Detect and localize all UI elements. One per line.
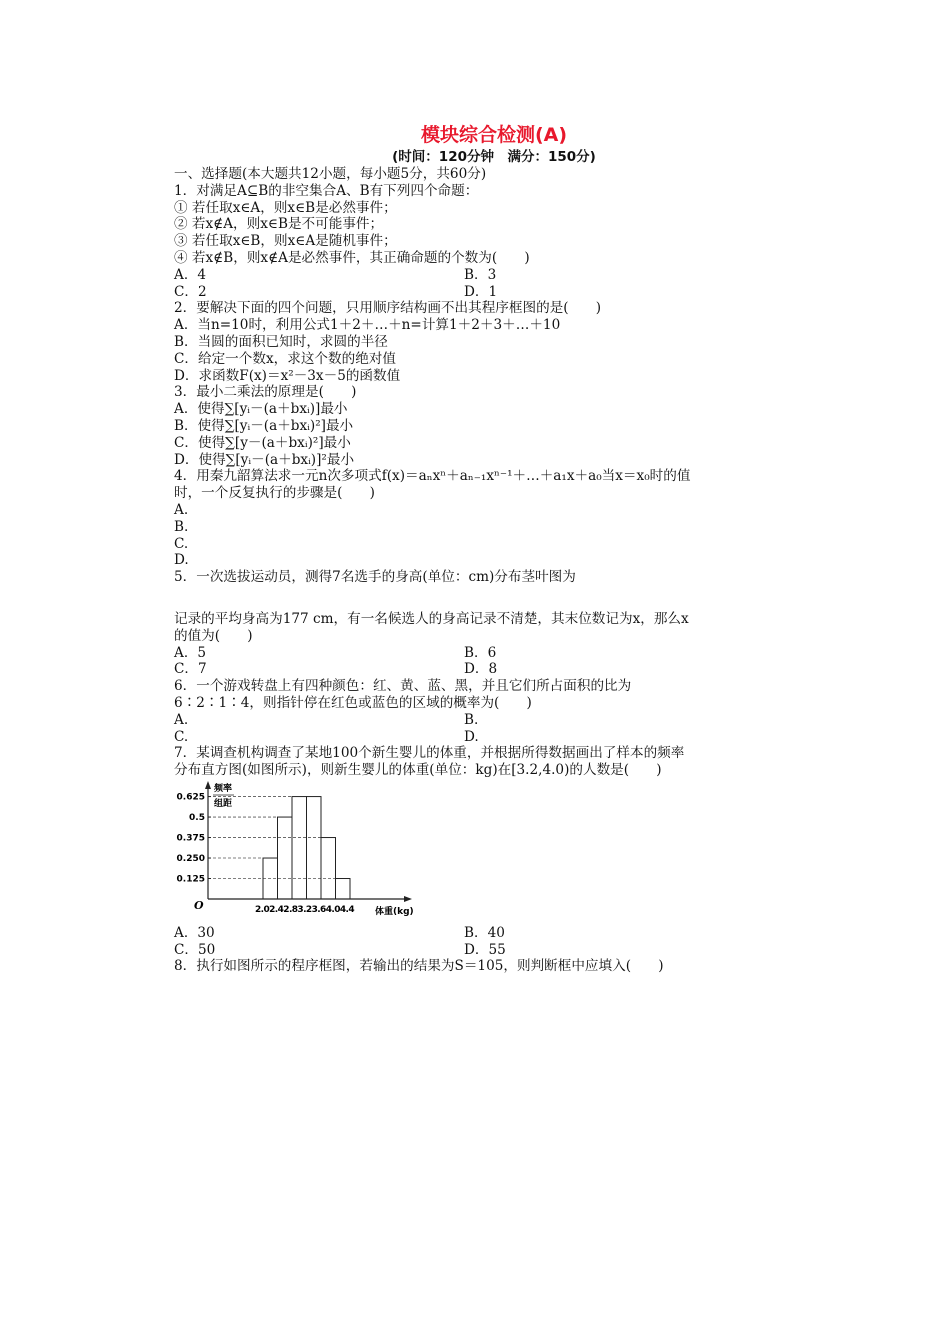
q7-option-a: A．30 [174,924,215,941]
q1-options-row-2 [174,284,814,301]
q5-option-b: B．6 [464,644,497,661]
histogram-bar [278,817,293,899]
section-heading: 一、选择题(本大题共12小题，每小题5分，共60分) [174,166,487,182]
q4-option-a: A. [174,501,189,518]
q6-option-a: A. [174,711,189,728]
q1-options-row-1 [174,267,814,284]
q4-stem-line-1: 4．用秦九韶算法求一元n次多项式f(x)＝aₙxⁿ＋aₙ₋₁xⁿ⁻¹＋…＋a₁x＋a₀当x＝x₀时的值 [174,468,691,485]
q7-stem-line-2: 分布直方图(如图所示)，则新生婴儿的体重(单位：kg)在[3.2,4.0)的人数是( ) [174,762,662,779]
y-axis-label-top: 频率 [214,783,233,794]
document-body [174,166,814,975]
x-axis-arrow [404,896,412,902]
q5-stem-line-3: 的值为( ) [174,627,253,644]
q2-option-c: C．给定一个数x，求这个数的绝对值 [174,350,396,367]
q6-options-row-2 [174,729,814,746]
x-tick-labels: 2.02.42.83.23.64.04.4 [255,904,355,915]
q4-option-d: D. [174,552,189,569]
q1-statement-2: ② 若x∉A，则x∈B是不可能事件； [174,216,384,233]
q8-stem: 8．执行如图所示的程序框图，若输出的结果为S＝105，则判断框中应填入( ) [174,958,664,975]
q6-option-d: D. [464,728,479,745]
histogram-bars [263,796,350,898]
q5-options-row-2 [174,661,814,678]
q3-stem: 3．最小二乘法的原理是( ) [174,384,357,401]
q7-option-b: B．40 [464,924,505,941]
q3-option-d: D．使得∑[yᵢ－(a＋bxᵢ)]²最小 [174,451,355,468]
q1-statement-1: ① 若任取x∈A，则x∈B是必然事件； [174,199,397,216]
q5-option-a: A．5 [174,644,207,661]
histogram-axes [205,781,412,902]
q2-option-b: B．当圆的面积已知时，求圆的半径 [174,333,388,350]
q2-option-d: D．求函数F(x)＝x²－3x－5的函数值 [174,367,401,384]
q6-stem-line-1: 6．一个游戏转盘上有四种颜色：红、黄、蓝、黑，并且它们所占面积的比为 [174,678,632,695]
q3-option-c: C．使得∑[y－(a＋bxᵢ)²]最小 [174,434,351,451]
histogram-bar [307,796,322,898]
q1-option-d: D．1 [464,283,498,300]
q1-option-c: C．2 [174,283,207,300]
page-title: 模块综合检测(A) [420,124,568,146]
q5-stem: 5．一次选拔运动员，测得7名选手的身高(单位：cm)分布茎叶图为 [174,569,576,586]
x-axis-label: 体重(kg) [375,906,414,917]
histogram-bar [336,878,351,898]
q6-option-c: C. [174,728,189,745]
q3-option-a: A．使得∑[yᵢ－(a＋bxᵢ)]最小 [174,401,348,418]
y-tick-label: 0.625 [176,792,205,803]
q5-option-c: C．7 [174,661,207,678]
q7-option-d: D．55 [464,941,506,958]
q1-statement-4: ④ 若x∉B，则x∉A是必然事件，其正确命题的个数为( ) [174,249,530,266]
q7-option-c: C．50 [174,941,216,958]
q4-option-b: B. [174,518,189,535]
y-tick-label: 0.250 [176,853,205,864]
q2-stem: 2．要解决下面的四个问题，只用顺序结构画不出其程序框图的是( ) [174,300,602,317]
q7-options-row-2 [174,942,814,959]
origin-label: O [194,898,204,912]
q4-option-c: C. [174,535,189,552]
q5-option-d: D．8 [464,661,498,678]
y-axis-label-bottom: 组距 [214,798,233,809]
histogram-labels [177,782,414,917]
histogram-figure [174,779,814,925]
q7-stem-line-1: 7．某调查机构调查了某地100个新生婴儿的体重，并根据所得数据画出了样本的频率 [174,745,685,762]
y-axis-arrow [205,781,211,789]
q1-option-b: B．3 [464,266,497,283]
q6-option-b: B. [464,711,479,728]
q1-stem: 1．对满足A⊆B的非空集合A、B有下列四个命题： [174,182,479,199]
q4-stem-line-2: 时，一个反复执行的步骤是( ) [174,485,375,502]
q3-option-b: B．使得∑[yᵢ－(a＋bxᵢ)²]最小 [174,417,354,434]
histogram-bar [321,837,336,898]
y-tick-label: 0.375 [176,833,205,844]
q5-figure-placeholder [174,586,814,611]
y-tick-label: 0.5 [189,812,205,823]
histogram-chart [174,781,424,923]
q5-stem-line-2: 记录的平均身高为177 cm，有一名候选人的身高记录不清楚，其末位数记为x，那么x [174,610,689,627]
q6-options-row-1 [174,712,814,729]
histogram-bar [292,796,307,898]
q1-statement-3: ③ 若任取x∈B，则x∈A是随机事件； [174,233,397,250]
q1-option-a: A．4 [174,266,207,283]
y-tick-label: 0.125 [176,874,205,885]
q6-stem-line-2: 6∶2∶1∶4，则指针停在红色或蓝色的区域的概率为( ) [174,694,532,711]
page-subtitle: (时间：120分钟 满分：150分) [392,149,596,165]
q5-options-row-1 [174,645,814,662]
q7-options-row-1 [174,925,814,942]
q2-option-a: A．当n=10时，利用公式1＋2＋…＋n=计算1＋2＋3＋…＋10 [174,317,561,334]
